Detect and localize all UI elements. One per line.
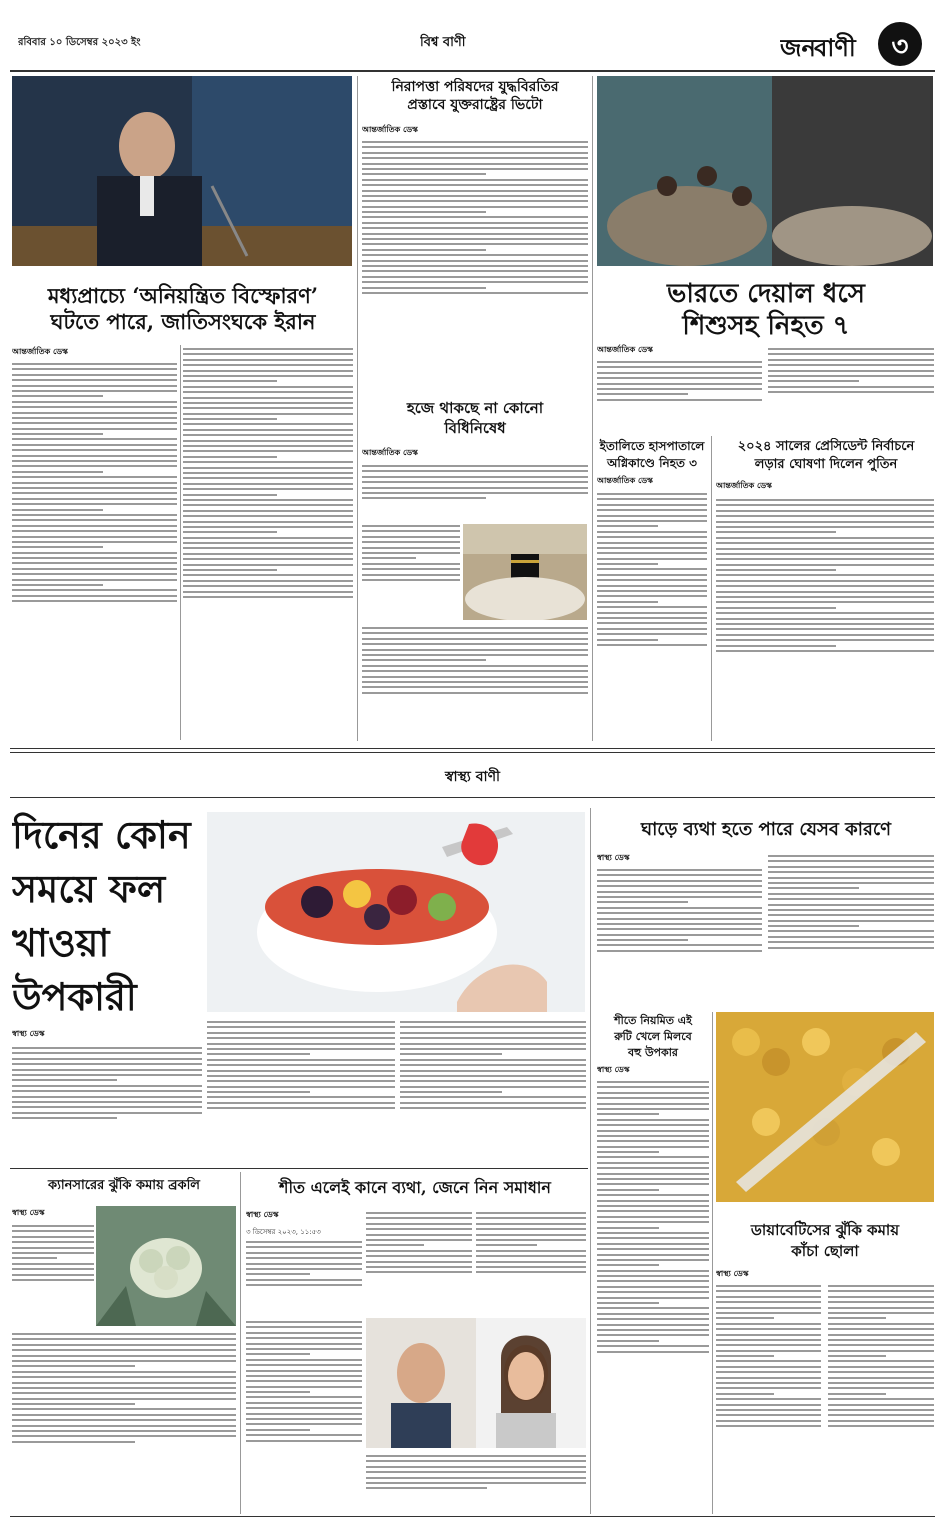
- diabetes-body-col1: [716, 1282, 821, 1514]
- hajj-body-top: [362, 462, 588, 522]
- roti-headline-line3: বহু উপকার: [628, 1046, 678, 1059]
- hajj-headline-line2: বিধিনিষেধ: [444, 419, 506, 437]
- ear-body-col1-bottom: [246, 1318, 362, 1514]
- cancer-headline-text: ক্যানসারের ঝুঁকি কমায় ব্রকলি: [48, 1178, 200, 1193]
- diabetes-headline: [716, 1220, 934, 1262]
- diabetes-byline: স্বাস্থ্য ডেস্ক: [716, 1269, 749, 1278]
- hajj-byline: আন্তর্জাতিক ডেস্ক: [362, 448, 418, 457]
- veto-body: [362, 138, 588, 388]
- page-number: ৩: [891, 32, 909, 62]
- veto-headline-line2: প্রস্তাবে যুক্তরাষ্ট্রের ভিটো: [407, 97, 543, 113]
- putin-headline: [716, 438, 936, 474]
- diabetes-headline-line2: কাঁচা ছোলা: [791, 1242, 859, 1260]
- cancer-body-left: [12, 1222, 94, 1322]
- iran-headline-line1: মধ্যপ্রাচ্যে ‘অনিয়ন্ত্রিত বিস্ফোরণ’: [47, 283, 319, 308]
- india-headline-line2: শিশুসহ নিহত ৭: [682, 311, 850, 341]
- health-section-bar: [10, 752, 935, 798]
- italy-body: [597, 490, 707, 740]
- health-section-title: স্বাস্থ্য বাণী: [444, 769, 501, 785]
- fruit-headline-line3: খাওয়া: [12, 920, 110, 965]
- neck-body-col1: [597, 866, 762, 1008]
- diabetes-headline-line1: ডায়াবেটিসের ঝুঁকি কমায়: [750, 1221, 900, 1239]
- ear-headline-text: শীত এলেই কানে ব্যথা, জেনে নিন সমাধান: [279, 1178, 551, 1197]
- iran-photo: [12, 76, 352, 266]
- cancer-body-bottom: [12, 1330, 236, 1514]
- masthead: [0, 0, 945, 72]
- neck-headline: [596, 818, 936, 842]
- veto-byline: আন্তর্জাতিক ডেস্ক: [362, 125, 418, 134]
- india-byline: আন্তর্জাতিক ডেস্ক: [597, 345, 653, 354]
- broccoli-photo: [96, 1206, 236, 1326]
- diabetes-body-col2: [828, 1282, 934, 1514]
- ear-dateline: ৩ ডিসেম্বর ২০২৩, ১১:৫৩: [246, 1228, 321, 1236]
- kaaba-photo: [463, 524, 587, 620]
- italy-headline-line1: ইতালিতে হাসপাতালে: [599, 439, 705, 453]
- putin-byline: আন্তর্জাতিক ডেস্ক: [716, 481, 772, 490]
- iran-body-col2: [183, 345, 353, 740]
- veto-headline-line1: নিরাপত্তা পরিষদের যুদ্ধবিরতির: [391, 79, 559, 95]
- ear-pain-photo: [366, 1318, 586, 1448]
- cancer-headline: [12, 1177, 236, 1195]
- iran-body-col1: [12, 360, 177, 740]
- india-body-col2: [768, 345, 934, 428]
- veto-headline: [362, 78, 588, 114]
- ear-body-col2: [366, 1209, 472, 1315]
- roti-headline-line1: শীতে নিয়মিত এই: [614, 1014, 692, 1027]
- hajj-body-left: [362, 522, 460, 622]
- hajj-headline: [362, 398, 588, 438]
- italy-byline: আন্তর্জাতিক ডেস্ক: [597, 476, 653, 485]
- roti-body: [597, 1078, 709, 1514]
- logo-text-part1: জন: [780, 33, 816, 62]
- fruit-byline: স্বাস্থ্য ডেস্ক: [12, 1029, 45, 1038]
- india-headline-line1: ভারতে দেয়াল ধসে: [667, 279, 865, 309]
- iran-byline: আন্তর্জাতিক ডেস্ক: [12, 347, 68, 356]
- putin-headline-line2: লড়ার ঘোষণা দিলেন পুতিন: [754, 457, 898, 472]
- ear-byline: স্বাস্থ্য ডেস্ক: [246, 1210, 279, 1219]
- italy-headline: [597, 438, 707, 472]
- india-photo: [597, 76, 933, 266]
- fruit-body-col3: [400, 1018, 586, 1164]
- fruit-headline-line1: দিনের কোন: [12, 812, 191, 857]
- fruit-body-col2: [207, 1018, 395, 1164]
- iran-headline: [12, 283, 354, 335]
- india-headline: [597, 278, 935, 342]
- fruit-bowl-photo: [207, 812, 585, 1012]
- cancer-byline: স্বাস্থ্য ডেস্ক: [12, 1208, 45, 1217]
- hajj-headline-line1: হজে থাকছে না কোনো: [406, 399, 544, 417]
- roti-headline-line2: রুটি খেলে মিলবে: [614, 1030, 692, 1043]
- putin-headline-line1: ২০২৪ সালের প্রেসিডেন্ট নির্বাচনে: [737, 439, 915, 454]
- ear-body-col3: [476, 1209, 586, 1315]
- ear-body-bottom: [366, 1452, 586, 1514]
- iran-headline-line2: ঘটতে পারে, জাতিসংঘকে ইরান: [50, 309, 316, 334]
- neck-byline: স্বাস্থ্য ডেস্ক: [597, 853, 630, 862]
- neck-headline-text: ঘাড়ে ব্যথা হতে পারে যেসব কারণে: [640, 819, 892, 840]
- masthead-section: বিশ্ব বাণী: [420, 35, 466, 50]
- italy-headline-line2: অগ্নিকাণ্ডে নিহত ৩: [607, 456, 697, 470]
- logo-text-part2: বাণী: [814, 33, 856, 62]
- roti-headline: [597, 1013, 709, 1061]
- fruit-headline-line2: সময়ে ফল: [12, 866, 166, 911]
- fruit-headline: [12, 808, 212, 1024]
- putin-body: [716, 496, 934, 740]
- neck-body-col2: [768, 852, 934, 1008]
- masthead-date: রবিবার ১০ ডিসেম্বর ২০২৩ ইং: [18, 37, 141, 48]
- roti-byline: স্বাস্থ্য ডেস্ক: [597, 1065, 630, 1074]
- hajj-body-bottom: [362, 624, 588, 740]
- india-body-col1: [597, 358, 762, 428]
- fruit-headline-line4: উপকারী: [12, 974, 137, 1019]
- chickpea-photo: [716, 1012, 934, 1202]
- fruit-body-col1: [12, 1044, 202, 1164]
- logo: [780, 22, 930, 66]
- ear-body-col1: [246, 1238, 362, 1314]
- ear-headline: [244, 1177, 586, 1199]
